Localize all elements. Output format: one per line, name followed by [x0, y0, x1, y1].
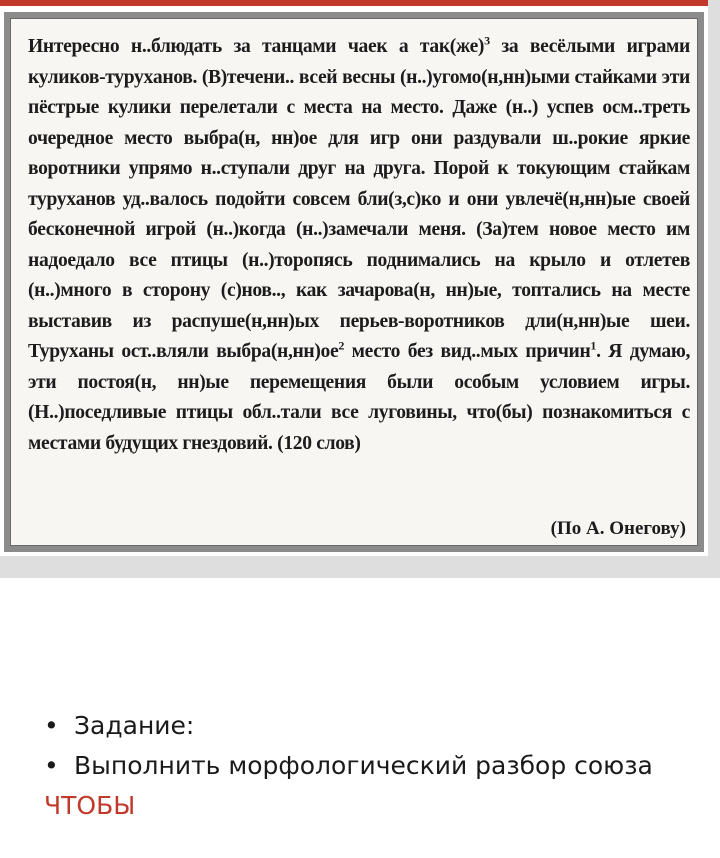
exercise-text-frame: [4, 12, 704, 552]
right-gray-margin: [708, 0, 720, 578]
top-strip: [0, 0, 720, 6]
separator-band: [0, 556, 720, 578]
bullet-icon: •: [44, 711, 59, 740]
footnote-mark-3: 3: [484, 33, 490, 48]
bullet-icon: •: [44, 751, 59, 780]
task-list: [44, 706, 704, 826]
task-area: [0, 578, 720, 858]
text-part-1: Интересно н..блюдать за танцами чаек а так(же): [28, 36, 485, 57]
footnote-mark-2: 2: [338, 338, 344, 353]
task-item-2: [44, 746, 704, 826]
text-part-3: место без вид..мых причин: [344, 341, 591, 362]
text-part-2: за весёлыми играми куликов-турухaнов. (В)течени.. всей весны (н..)угомо(н,нн)ыми стайками эти пёстрые кулики перелетали с места на место. Даже (н..) успев осм..треть очередное место выбра(н, нн)ое для игр они раздували ш..рокие яркие воротники упрямо н..ступали друг на друга. Порой к токующим стайкам турухaнов уд..валось подойти совсем бли(з,с)ко и они увлечё(н,нн)ые своей бесконечной игрой (н..)когда (н..)замечали меня. (За)тем новое место им надоедало все птицы (н..)торопясь поднимались на крыло и отлетев (н..)много в сторону (с)нов.., как зачарова(н, нн)ые, топтались на месте выставив из распуше(н,нн)ых перьев-воротников дли(н,нн)ые шеи. Турухaны ост..вляли выбра(н,нн)ое: [28, 36, 690, 362]
exercise-paragraph: [28, 32, 690, 459]
top-red-line: [0, 0, 720, 6]
exercise-text: [28, 32, 690, 459]
task-item-1: [44, 706, 704, 746]
footnote-mark-1: 1: [590, 338, 597, 353]
text-part-4: . Я думаю, эти постоя(н, нн)ые перемещения были особым условием игры. (Н..)поседливые птицы обл..тали все луговины, что(бы) познакомиться с местами будущих гнездовий. (120 слов): [28, 341, 691, 454]
task-target-word: ЧТОБЫ: [44, 791, 136, 820]
source-attribution: (По А. Онегову): [550, 518, 686, 539]
task-instruction: Выполнить морфологический разбор союза: [74, 751, 653, 780]
task-label: Задание:: [74, 711, 195, 740]
